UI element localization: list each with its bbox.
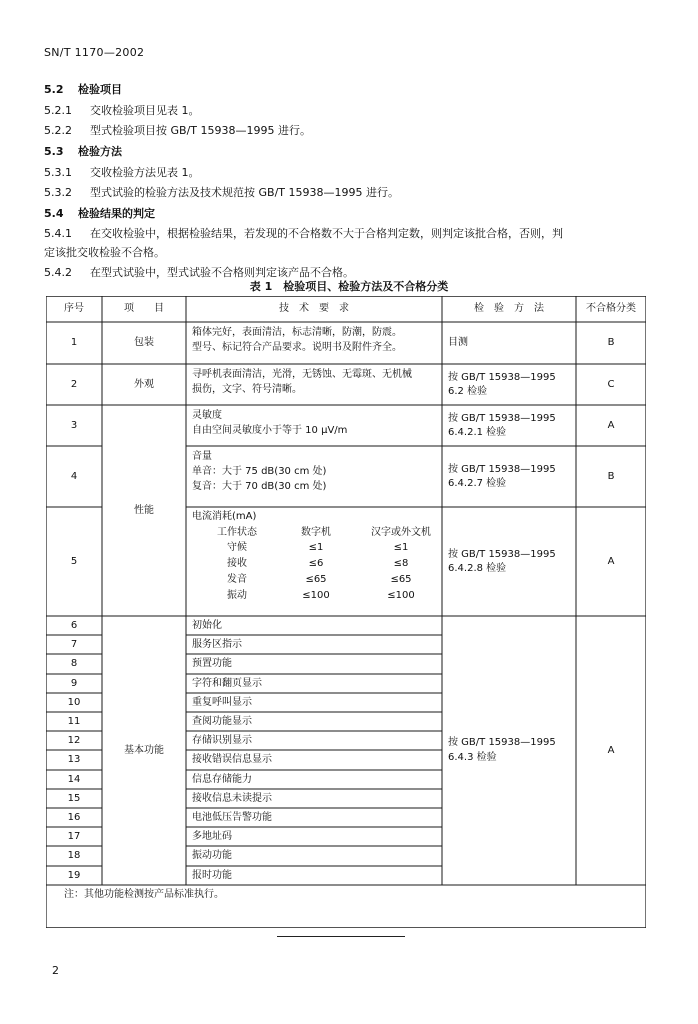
section-paragraph [44,122,311,138]
row-method: 目测 [448,337,468,348]
current-value: ≤65 [390,574,412,585]
row-requirement: 单音：大于 75 dB(30 cm 处) [192,466,327,477]
current-value: ≤1 [308,542,324,553]
row-seq: 1 [70,337,78,348]
row-requirement: 寻呼机表面清洁，光滑，无锈蚀、无霉斑、无机械 [192,369,412,380]
section-text: 检验项目 [78,83,122,96]
row-class: A [607,419,615,431]
row-class: C [607,378,615,390]
section-number: 5.3.1 [44,166,72,179]
section-text: 型式试验的检验方法及技术规范按 GB/T 15938—1995 进行。 [90,186,399,199]
current-header: 数字机 [301,527,331,538]
row-class: B [607,337,615,348]
current-value: 发音 [227,574,247,585]
section-paragraph [44,244,165,260]
basic-row-seq: 19 [67,869,81,881]
section-number: 5.3.2 [44,186,72,199]
row-requirement: 型号、标记符合产品要求。说明书及附件齐全。 [192,342,402,353]
basic-method: 按 GB/T 15938—1995 [448,736,556,748]
basic-row-requirement: 预置功能 [192,658,232,669]
current-value: ≤100 [387,590,415,601]
section-number: 5.3 [44,145,64,158]
row-class: B [607,470,615,482]
row-method: 按 GB/T 15938—1995 [448,463,556,475]
column-header: 序号 [64,303,84,314]
basic-row-seq: 12 [67,734,81,746]
column-header: 项 目 [124,303,164,314]
row-method: 6.2 检验 [448,385,488,397]
section-text: 交收检验方法见表 1。 [90,166,200,179]
inspection-table [46,296,646,928]
basic-row-requirement: 报时功能 [192,869,232,881]
section-text: 在型式试验中，型式试验不合格则判定该产品不合格。 [90,266,354,279]
basic-row-seq: 6 [70,619,78,631]
basic-row-seq: 14 [67,773,81,785]
section-paragraph [44,102,200,118]
row-method: 按 GB/T 15938—1995 [448,548,556,560]
basic-row-requirement: 初始化 [192,619,222,631]
row-requirement: 自由空间灵敏度小于等于 10 μV/m [192,425,348,436]
current-value: 接收 [227,558,247,569]
basic-row-seq: 10 [67,696,81,708]
row-method: 6.4.2.7 检验 [448,477,507,489]
table-grid [46,296,646,928]
row-requirement: 箱体完好，表面清洁，标志清晰，防潮，防震。 [192,327,402,338]
current-value: ≤65 [305,574,327,585]
row-requirement: 电流消耗(mA) [192,511,257,522]
section-text: 检验方法 [78,145,122,158]
basic-row-seq: 18 [67,850,81,861]
row-method: 6.4.2.1 检验 [448,426,507,438]
section-paragraph [44,143,122,159]
basic-row-seq: 17 [67,830,81,842]
basic-row-seq: 8 [70,658,78,669]
basic-row-requirement: 查阅功能显示 [192,715,252,727]
current-value: 守候 [227,542,247,553]
basic-item-label: 基本功能 [124,744,164,756]
row-class: A [607,555,615,567]
row-seq: 4 [70,470,78,482]
row-seq: 2 [70,378,78,390]
basic-row-requirement: 多地址码 [192,830,232,842]
basic-method: 6.4.3 检验 [448,751,497,763]
document-code: SN/T 1170—2002 [44,46,145,59]
column-header: 不合格分类 [586,303,636,314]
table-caption: 表 1 检验项目、检验方法及不合格分类 [249,280,449,293]
section-text: 检验结果的判定 [78,207,155,220]
row-seq: 5 [70,555,78,567]
current-value: ≤1 [393,542,409,553]
row-requirement: 灵敏度 [192,410,222,421]
section-number: 5.2.1 [44,104,72,117]
section-text: 在交收检验中，根据检验结果，若发现的不合格数不大于合格判定数，则判定该批合格，否则，判 [90,227,563,240]
row-requirement: 音量 [192,451,212,462]
basic-row-seq: 16 [67,811,81,823]
current-value: ≤100 [302,590,330,601]
basic-row-requirement: 信息存储能力 [192,773,252,785]
section-text: 型式检验项目按 GB/T 15938—1995 进行。 [90,124,311,137]
basic-row-seq: 13 [67,754,81,765]
section-number: 5.2 [44,83,64,96]
section-paragraph [44,164,200,180]
basic-row-requirement: 接收信息未读提示 [192,792,272,804]
row-requirement: 复音：大于 70 dB(30 cm 处) [192,481,327,492]
column-header: 检 验 方 法 [474,303,544,314]
current-value: ≤6 [308,558,324,569]
basic-row-seq: 11 [67,715,81,727]
section-paragraph [44,81,122,97]
basic-row-seq: 15 [67,792,81,804]
row-requirement: 损伤，文字、符号清晰。 [192,384,302,395]
section-paragraph [44,205,155,221]
section-number: 5.2.2 [44,124,72,137]
section-text: 定该批交收检验不合格。 [44,246,165,259]
basic-row-seq: 9 [70,677,78,689]
row-item: 外观 [134,378,154,390]
basic-row-requirement: 电池低压告警功能 [192,811,272,823]
section-text: 交收检验项目见表 1。 [90,104,200,117]
section-number: 5.4.2 [44,266,72,279]
footer-rule [277,936,405,937]
row-method: 6.4.2.8 检验 [448,562,507,574]
section-paragraph [44,184,399,200]
basic-row-requirement: 存储识别显示 [192,734,252,746]
row-method: 按 GB/T 15938—1995 [448,412,556,424]
current-value: 振动 [227,590,247,601]
current-value: ≤8 [393,558,409,569]
performance-label: 性能 [134,504,154,516]
column-header: 技 术 要 求 [279,303,349,314]
page-number: 2 [52,964,59,977]
current-header: 工作状态 [217,527,257,538]
basic-row-requirement: 接收错误信息显示 [192,754,272,765]
row-method: 按 GB/T 15938—1995 [448,371,556,383]
current-header: 汉字或外文机 [371,527,431,538]
section-number: 5.4 [44,207,64,220]
basic-row-seq: 7 [70,638,78,650]
table-note: 注：其他功能检测按产品标准执行。 [64,889,224,900]
section-paragraph [44,225,563,241]
basic-class: A [607,744,615,756]
basic-row-requirement: 服务区指示 [192,638,242,650]
row-item: 包装 [134,337,154,348]
basic-row-requirement: 字符和翻页显示 [192,677,262,689]
section-number: 5.4.1 [44,227,72,240]
basic-row-requirement: 重复呼叫显示 [192,696,252,708]
row-seq: 3 [70,419,78,431]
basic-row-requirement: 振动功能 [192,850,232,861]
